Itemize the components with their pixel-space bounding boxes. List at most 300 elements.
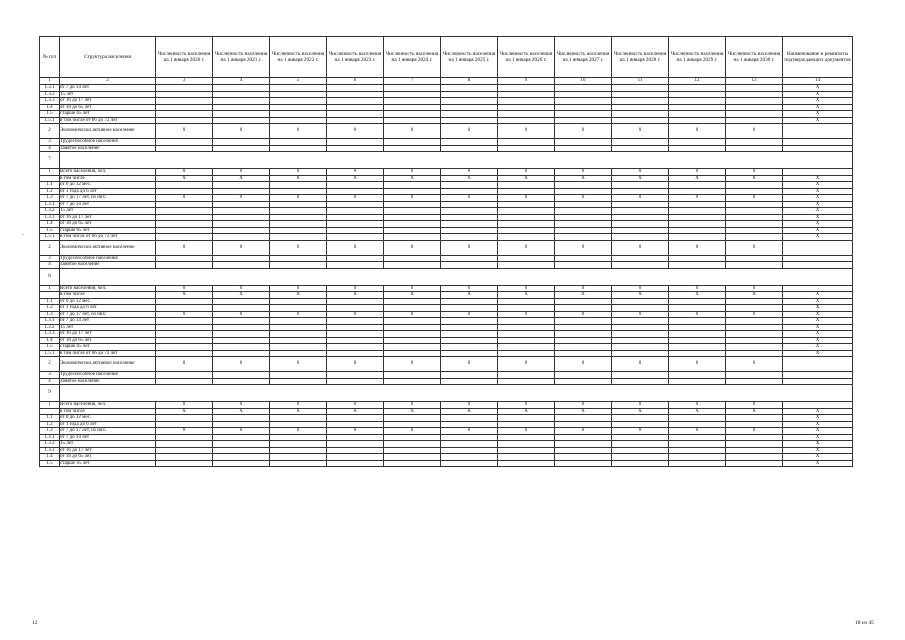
document-cell: X	[783, 298, 853, 305]
value-cell: 0	[156, 195, 213, 202]
value-cell: X	[156, 175, 213, 182]
row-label: от 7 до 17 лет, из них:	[60, 428, 156, 435]
row-number: 4	[40, 145, 60, 152]
row-label: 15 лет	[60, 91, 156, 98]
value-cell: 0	[612, 402, 669, 409]
value-cell: X	[213, 175, 270, 182]
value-cell: 0	[270, 195, 327, 202]
column-number: 2	[60, 78, 156, 85]
row-number: 1.5	[40, 111, 60, 118]
value-cell: X	[327, 408, 384, 415]
header-num: № п/п	[40, 37, 60, 78]
row-number: 2	[40, 357, 60, 372]
document-cell: X	[783, 447, 853, 454]
row-label: от 16 до 17 лет	[60, 214, 156, 221]
document-cell	[783, 357, 853, 372]
value-cell: 0	[327, 124, 384, 139]
value-cell: 0	[669, 428, 726, 435]
row-label: 15 лет	[60, 324, 156, 331]
header-row	[40, 37, 853, 78]
row-number: 1.3.1	[40, 85, 60, 92]
value-cell	[441, 460, 498, 467]
row-number: 1.4	[40, 337, 60, 344]
row-label: от 7 до 17 лет, из них:	[60, 311, 156, 318]
row-number: 1.5	[40, 344, 60, 351]
document-cell: X	[783, 318, 853, 325]
value-cell: 0	[498, 428, 555, 435]
value-cell	[327, 460, 384, 467]
row-label: от 18 до 65 лет	[60, 221, 156, 228]
row-label: от 1 года до 6 лет	[60, 421, 156, 428]
row-number: 1.3.1	[40, 434, 60, 441]
value-cell: 0	[213, 124, 270, 139]
value-cell: 0	[498, 240, 555, 255]
value-cell: X	[612, 408, 669, 415]
value-cell: 0	[555, 124, 612, 139]
value-cell: 0	[384, 402, 441, 409]
value-cell: 0	[555, 285, 612, 292]
value-cell: 0	[726, 195, 783, 202]
value-cell	[384, 460, 441, 467]
row-label: от 7 до 14 лет	[60, 85, 156, 92]
row-label: 15 лет	[60, 208, 156, 215]
column-number: 6	[327, 78, 384, 85]
document-cell: X	[783, 454, 853, 461]
row-number: 1.4	[40, 104, 60, 111]
document-cell: X	[783, 337, 853, 344]
value-cell: 0	[327, 195, 384, 202]
value-cell: X	[612, 175, 669, 182]
document-cell: X	[783, 201, 853, 208]
row-label: от 7 до 14 лет	[60, 318, 156, 325]
value-cell: X	[156, 292, 213, 299]
table-row	[40, 460, 853, 467]
row-number: 1.5	[40, 227, 60, 234]
value-cell: 0	[498, 195, 555, 202]
value-cell: X	[270, 292, 327, 299]
value-cell: 0	[384, 169, 441, 176]
row-number: 1.4	[40, 221, 60, 228]
value-cell: 0	[156, 311, 213, 318]
value-cell: 0	[384, 357, 441, 372]
row-number: 4	[40, 262, 60, 269]
value-cell: 0	[327, 285, 384, 292]
document-cell: X	[783, 195, 853, 202]
value-cell: 0	[441, 285, 498, 292]
row-number: 1.3.2	[40, 91, 60, 98]
header-year-2028: Численность населения на 1 января 2028 г.	[612, 37, 669, 78]
row-label: старше 65 лет	[60, 344, 156, 351]
value-cell: 0	[498, 124, 555, 139]
row-number: 1.3.3	[40, 214, 60, 221]
value-cell: 0	[612, 124, 669, 139]
value-cell	[612, 460, 669, 467]
row-label: от 7 до 14 лет	[60, 201, 156, 208]
header-year-2027: Численность населения на 1 января 2027 г.	[555, 37, 612, 78]
row-label: от 0 до 12 мес.	[60, 182, 156, 189]
section-spacer	[60, 268, 853, 285]
value-cell: 0	[669, 357, 726, 372]
header-year-2029: Численность населения на 1 января 2029 г.	[669, 37, 726, 78]
row-number: 3	[40, 255, 60, 262]
document-cell: X	[783, 324, 853, 331]
row-label: в том числе	[60, 408, 156, 415]
value-cell: 0	[612, 240, 669, 255]
value-cell: 0	[612, 195, 669, 202]
value-cell: 0	[498, 311, 555, 318]
column-number: 3	[156, 78, 213, 85]
table-body	[40, 85, 853, 467]
value-cell: 0	[669, 285, 726, 292]
row-label: от 18 до 65 лет	[60, 337, 156, 344]
value-cell: 0	[726, 428, 783, 435]
row-number: 1.2	[40, 305, 60, 312]
value-cell: X	[441, 408, 498, 415]
table-row	[40, 240, 853, 255]
value-cell: X	[498, 175, 555, 182]
row-number: 1.5.1	[40, 117, 60, 124]
row-number: 1.3.3	[40, 98, 60, 105]
value-cell: 0	[555, 311, 612, 318]
row-label: Трудоспособное население	[60, 139, 156, 146]
value-cell: 0	[441, 195, 498, 202]
row-number: 1.5	[40, 460, 60, 467]
column-number: 12	[669, 78, 726, 85]
document-cell: X	[783, 441, 853, 448]
header-year-2021: Численность населения на 1 января 2021 г.	[213, 37, 270, 78]
section-spacer	[60, 385, 853, 402]
section-number: 9	[40, 385, 60, 402]
header-structure: Структура населения	[60, 37, 156, 78]
value-cell: 0	[270, 124, 327, 139]
row-label: в том числе	[60, 292, 156, 299]
value-cell: 0	[612, 428, 669, 435]
value-cell: X	[441, 292, 498, 299]
value-cell: 0	[270, 357, 327, 372]
column-number: 7	[384, 78, 441, 85]
value-cell	[498, 460, 555, 467]
row-label: Экономически активное население	[60, 357, 156, 372]
value-cell: 0	[213, 195, 270, 202]
column-number: 9	[498, 78, 555, 85]
column-number: 14	[783, 78, 853, 85]
value-cell: X	[498, 408, 555, 415]
value-cell: 0	[441, 428, 498, 435]
value-cell: 0	[726, 357, 783, 372]
value-cell: X	[327, 175, 384, 182]
value-cell: 0	[384, 240, 441, 255]
value-cell: X	[555, 408, 612, 415]
section-row	[40, 268, 853, 285]
value-cell: X	[441, 175, 498, 182]
header-year-2023: Численность населения на 1 января 2023 г.	[327, 37, 384, 78]
row-label: от 1 года до 6 лет	[60, 188, 156, 195]
document-cell: X	[783, 415, 853, 422]
row-label: от 0 до 12 мес.	[60, 298, 156, 305]
row-number: 1.3.1	[40, 318, 60, 325]
value-cell: X	[555, 175, 612, 182]
value-cell: 0	[669, 402, 726, 409]
row-label: Экономически активное население	[60, 240, 156, 255]
row-number: 1.3.3	[40, 331, 60, 338]
row-label: Занятое население	[60, 262, 156, 269]
value-cell	[213, 460, 270, 467]
row-number: 4	[40, 378, 60, 385]
value-cell: 0	[498, 357, 555, 372]
value-cell: 0	[555, 428, 612, 435]
value-cell: 0	[156, 240, 213, 255]
value-cell: 0	[156, 124, 213, 139]
row-number: 1	[40, 285, 60, 292]
value-cell: X	[156, 408, 213, 415]
row-number: 1	[40, 169, 60, 176]
row-number: 1.2	[40, 421, 60, 428]
header-year-2026: Численность населения на 1 января 2026 г.	[498, 37, 555, 78]
value-cell: 0	[156, 285, 213, 292]
section-row	[40, 385, 853, 402]
column-number: 1	[40, 78, 60, 85]
page-counter: 18 из 45	[855, 620, 874, 626]
value-cell: 0	[669, 311, 726, 318]
value-cell: 0	[726, 285, 783, 292]
row-label: от 16 до 17 лет	[60, 331, 156, 338]
row-label: Всего населения, чел.	[60, 285, 156, 292]
row-number: 1.3.2	[40, 441, 60, 448]
row-number: 3	[40, 139, 60, 146]
value-cell: 0	[384, 311, 441, 318]
value-cell: 0	[726, 169, 783, 176]
value-cell: 0	[384, 285, 441, 292]
value-cell: 0	[498, 402, 555, 409]
value-cell: 0	[270, 428, 327, 435]
value-cell: 0	[555, 169, 612, 176]
document-cell: X	[783, 234, 853, 241]
value-cell: 0	[156, 169, 213, 176]
document-cell	[783, 240, 853, 255]
value-cell: X	[726, 408, 783, 415]
row-label: Занятое население	[60, 145, 156, 152]
value-cell: X	[213, 408, 270, 415]
value-cell: 0	[441, 311, 498, 318]
value-cell: 0	[213, 402, 270, 409]
value-cell: 0	[384, 428, 441, 435]
row-number: 1.1	[40, 415, 60, 422]
row-number: 1.1	[40, 298, 60, 305]
row-number: 1.5.1	[40, 350, 60, 357]
value-cell: 0	[327, 428, 384, 435]
value-cell: X	[384, 408, 441, 415]
value-cell: 0	[726, 124, 783, 139]
row-number: 1.5.1	[40, 234, 60, 241]
document-cell: X	[783, 214, 853, 221]
column-number: 13	[726, 78, 783, 85]
row-number: 1.2	[40, 188, 60, 195]
value-cell: 0	[213, 285, 270, 292]
column-number: 4	[213, 78, 270, 85]
table-row	[40, 357, 853, 372]
value-cell: 0	[270, 240, 327, 255]
value-cell: 0	[441, 124, 498, 139]
value-cell: 0	[156, 428, 213, 435]
document-cell: X	[783, 311, 853, 318]
row-label: от 7 до 14 лет	[60, 434, 156, 441]
row-label: от 16 до 17 лет	[60, 447, 156, 454]
page-number-left: 12	[32, 620, 38, 626]
row-number: 1.4	[40, 454, 60, 461]
row-label: от 18 до 65 лет	[60, 104, 156, 111]
document-cell: X	[783, 91, 853, 98]
row-number: 1.3.2	[40, 324, 60, 331]
row-number: 1.3	[40, 428, 60, 435]
value-cell: 0	[270, 169, 327, 176]
document-cell: X	[783, 111, 853, 118]
document-cell: X	[783, 175, 853, 182]
row-label: в том числе	[60, 175, 156, 182]
document-cell: X	[783, 434, 853, 441]
value-cell: 0	[213, 240, 270, 255]
row-label: старше 65 лет	[60, 111, 156, 118]
value-cell: 0	[156, 402, 213, 409]
value-cell: 0	[612, 169, 669, 176]
value-cell: 0	[213, 311, 270, 318]
document-cell: X	[783, 331, 853, 338]
row-label: Занятое население	[60, 378, 156, 385]
value-cell	[555, 460, 612, 467]
value-cell: 0	[384, 195, 441, 202]
column-number: 11	[612, 78, 669, 85]
document-cell: X	[783, 305, 853, 312]
row-label: Всего населения, чел.	[60, 402, 156, 409]
row-number: 1.3	[40, 311, 60, 318]
document-cell: X	[783, 428, 853, 435]
value-cell: X	[726, 292, 783, 299]
value-cell: X	[384, 175, 441, 182]
value-cell: X	[384, 292, 441, 299]
value-cell: X	[327, 292, 384, 299]
row-label: Экономически активное население	[60, 124, 156, 139]
value-cell: 0	[669, 169, 726, 176]
document-cell: X	[783, 208, 853, 215]
section-number: 7	[40, 152, 60, 169]
value-cell: 0	[213, 357, 270, 372]
value-cell: 0	[498, 285, 555, 292]
value-cell: 0	[384, 124, 441, 139]
value-cell	[669, 460, 726, 467]
row-number: 1.3.1	[40, 201, 60, 208]
row-number: 1	[40, 402, 60, 409]
value-cell	[726, 460, 783, 467]
value-cell: 0	[270, 285, 327, 292]
document-cell: X	[783, 460, 853, 467]
value-cell: 0	[726, 402, 783, 409]
value-cell: 0	[726, 311, 783, 318]
value-cell: 0	[555, 240, 612, 255]
header-year-2030: Численность населения на 1 января 2030 г.	[726, 37, 783, 78]
row-label: Трудоспособное население	[60, 255, 156, 262]
document-cell: X	[783, 344, 853, 351]
section-row	[40, 152, 853, 169]
document-cell: X	[783, 188, 853, 195]
row-label: в том числе от 66 до 72 лет	[60, 350, 156, 357]
value-cell: 0	[441, 240, 498, 255]
value-cell: 0	[612, 285, 669, 292]
value-cell: 0	[441, 357, 498, 372]
column-number: 5	[270, 78, 327, 85]
row-label: в том числе от 66 до 72 лет	[60, 234, 156, 241]
value-cell: 0	[612, 357, 669, 372]
row-label: старше 65 лет	[60, 227, 156, 234]
row-number: 1.3	[40, 195, 60, 202]
value-cell: X	[270, 175, 327, 182]
value-cell: X	[498, 292, 555, 299]
value-cell: X	[555, 292, 612, 299]
header-year-2024: Численность населения на 1 января 2024 г.	[384, 37, 441, 78]
value-cell: 0	[669, 124, 726, 139]
header-year-2020: Численность населения на 1 января 2020 г.	[156, 37, 213, 78]
value-cell: 0	[555, 402, 612, 409]
value-cell: 0	[441, 402, 498, 409]
population-table	[39, 36, 853, 467]
value-cell: 0	[213, 428, 270, 435]
header-documents: Наименование и реквизиты подтверждающих документов	[783, 37, 853, 78]
document-cell: X	[783, 292, 853, 299]
value-cell: 0	[669, 240, 726, 255]
column-number: 8	[441, 78, 498, 85]
row-label: от 18 до 65 лет	[60, 454, 156, 461]
value-cell: 0	[726, 240, 783, 255]
row-label: Всего населения, чел.	[60, 169, 156, 176]
document-cell: X	[783, 227, 853, 234]
value-cell: 0	[156, 357, 213, 372]
table-row	[40, 124, 853, 139]
row-number: 2	[40, 124, 60, 139]
value-cell: 0	[669, 195, 726, 202]
value-cell: 0	[612, 311, 669, 318]
value-cell: 0	[327, 240, 384, 255]
value-cell: 0	[270, 311, 327, 318]
value-cell: X	[726, 175, 783, 182]
population-structure-sheet	[39, 36, 853, 467]
value-cell: 0	[498, 169, 555, 176]
row-label: старше 65 лет	[60, 460, 156, 467]
document-cell: X	[783, 98, 853, 105]
row-number: 3	[40, 372, 60, 379]
row-label: в том числе от 66 до 72 лет	[60, 117, 156, 124]
document-cell: X	[783, 408, 853, 415]
section-spacer	[60, 152, 853, 169]
section-number: 8	[40, 268, 60, 285]
header-year-2025: Численность населения на 1 января 2025 г.	[441, 37, 498, 78]
row-number: 1.3.3	[40, 447, 60, 454]
document-cell: X	[783, 221, 853, 228]
column-number: 10	[555, 78, 612, 85]
value-cell: 0	[213, 169, 270, 176]
row-number: 1.1	[40, 182, 60, 189]
value-cell: 0	[327, 169, 384, 176]
row-label: 15 лет	[60, 441, 156, 448]
value-cell: 0	[555, 195, 612, 202]
document-cell	[783, 124, 853, 139]
document-cell: X	[783, 85, 853, 92]
value-cell: X	[270, 408, 327, 415]
row-number: 2	[40, 240, 60, 255]
column-numbers-row	[40, 78, 853, 85]
margin-mark: -	[22, 232, 24, 238]
value-cell	[156, 460, 213, 467]
value-cell: 0	[270, 402, 327, 409]
row-label: от 1 года до 6 лет	[60, 305, 156, 312]
row-label: Трудоспособное население	[60, 372, 156, 379]
